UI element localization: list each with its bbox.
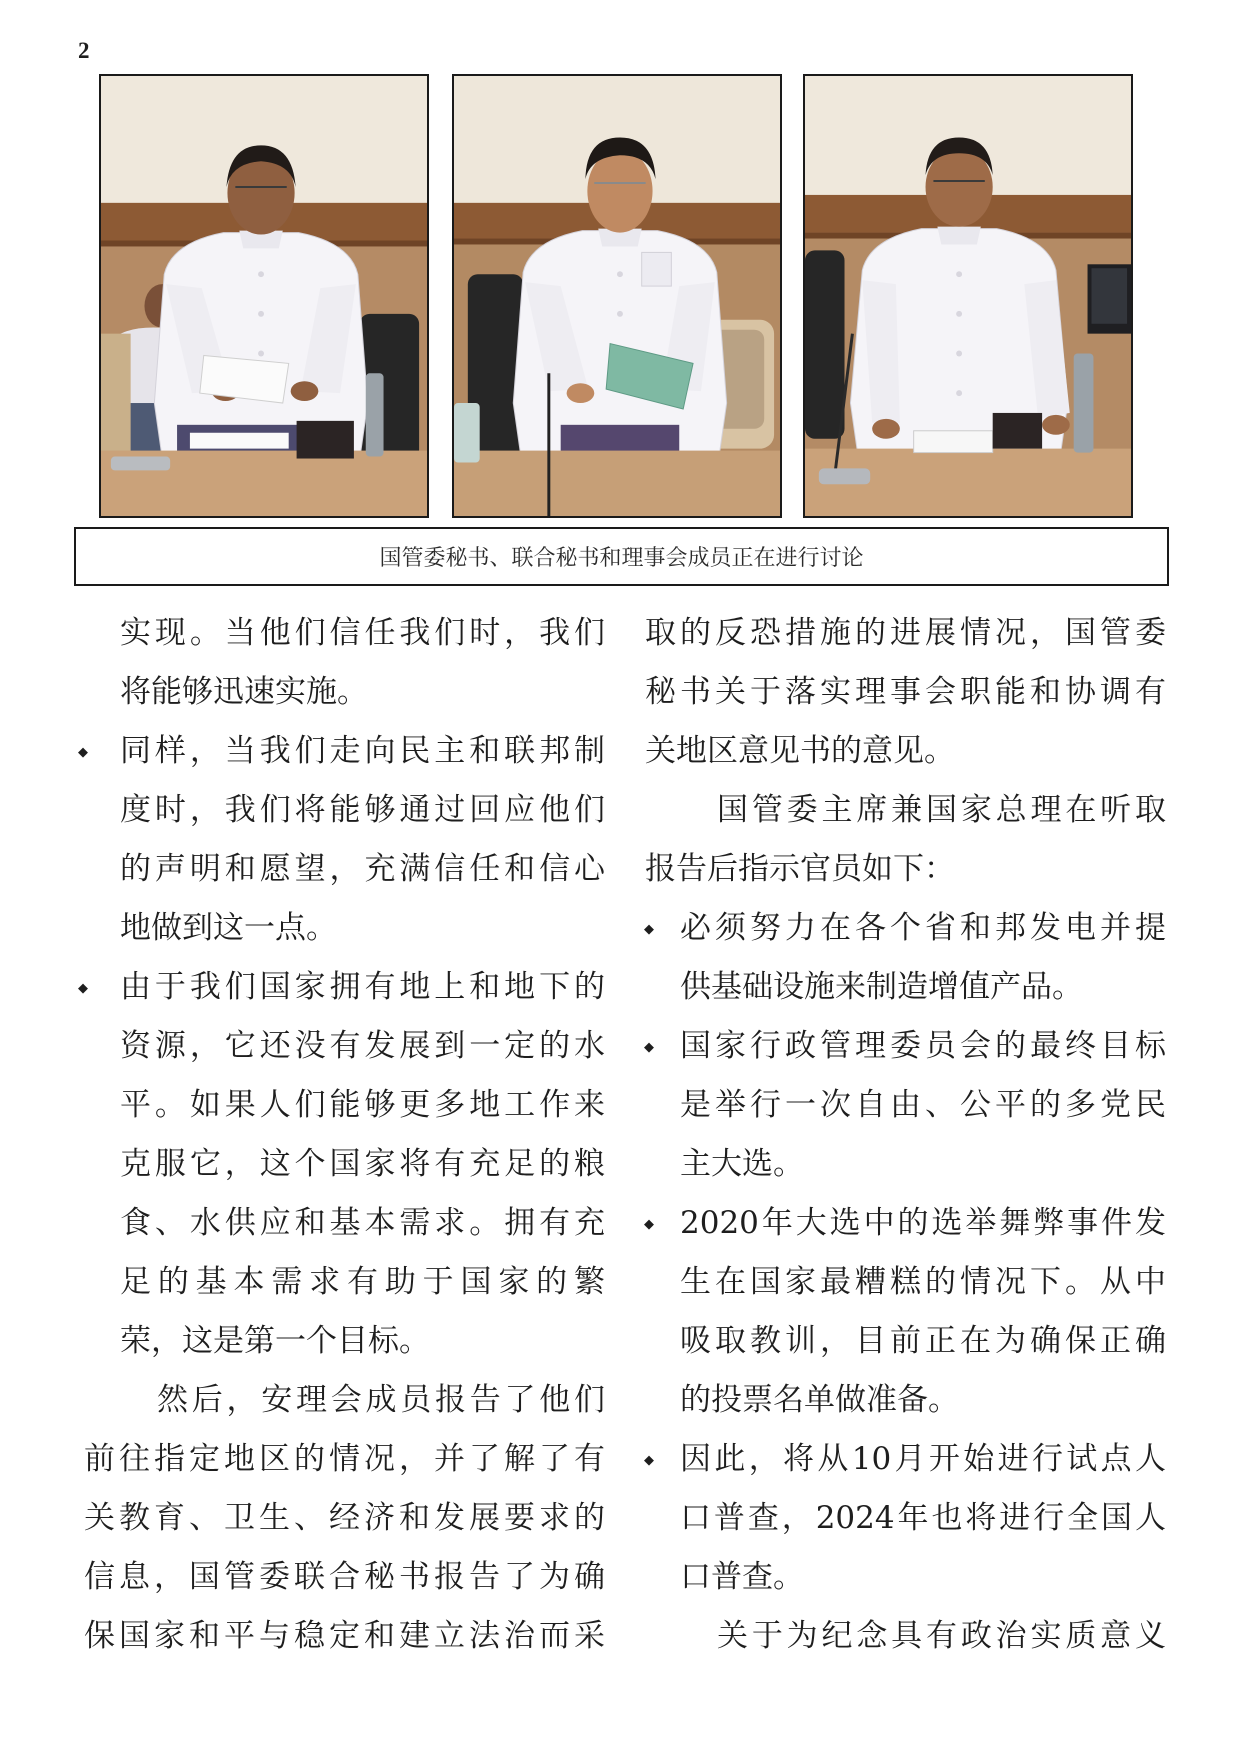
meeting-photo-joint-secretary	[452, 74, 782, 518]
paragraph	[645, 1607, 1166, 1666]
text-line: 关地区意见书的意见。	[645, 733, 955, 769]
text-line: 秘书关于落实理事会职能和协调有	[645, 674, 1166, 710]
text-line: 荣，这是第一个目标。	[120, 1323, 430, 1359]
photo-scene	[101, 76, 427, 516]
text-line: 主大选。	[680, 1146, 804, 1182]
text-line: 关于为纪念具有政治实质意义	[717, 1618, 1166, 1654]
bullet-item	[78, 958, 605, 1371]
photo-scene	[454, 76, 780, 516]
text-line: 将能够迅速实施。	[120, 674, 368, 710]
bullet-item	[78, 722, 605, 958]
meeting-photo-secretary	[99, 74, 429, 518]
diamond-bullet-icon: ◆	[644, 1217, 654, 1232]
text-line: 吸取教训，目前正在为确保正确	[680, 1323, 1166, 1359]
text-line: 国管委主席兼国家总理在听取	[717, 792, 1166, 828]
page-number: 2	[78, 38, 90, 63]
diamond-bullet-icon: ◆	[78, 745, 88, 760]
text-line: 足的基本需求有助于国家的繁	[120, 1264, 605, 1300]
text-line: 生在国家最糟糕的情况下。从中	[680, 1264, 1166, 1300]
text-line: 地做到这一点。	[120, 910, 337, 946]
text-line: 克服它，这个国家将有充足的粮	[120, 1146, 605, 1182]
diamond-bullet-icon: ◆	[644, 1040, 654, 1055]
paragraph	[645, 604, 1166, 781]
text-line: 口普查，2024年也将进行全国人	[680, 1500, 1166, 1536]
bullet-item	[645, 899, 1166, 1017]
text-line: 度时，我们将能够通过回应他们	[120, 792, 605, 828]
text-line: 因此，将从10月开始进行试点人	[680, 1441, 1166, 1477]
text-line: 的投票名单做准备。	[680, 1382, 959, 1418]
text-line: 供基础设施来制造增值产品。	[680, 969, 1083, 1005]
paragraph	[84, 1371, 605, 1666]
diamond-bullet-icon: ◆	[78, 981, 88, 996]
text-line: 保国家和平与稳定和建立法治而采	[84, 1618, 605, 1654]
caption-text: 国管委秘书、联合秘书和理事会成员正在进行讨论	[379, 546, 864, 571]
text-line: 资源，它还没有发展到一定的水	[120, 1028, 605, 1064]
text-column-right	[645, 604, 1166, 1666]
text-line: 信息，国管委联合秘书报告了为确	[84, 1559, 605, 1595]
text-column-left	[78, 604, 605, 1666]
photo-caption	[74, 527, 1169, 586]
text-line: 前往指定地区的情况，并了解了有	[84, 1441, 605, 1477]
diamond-bullet-icon: ◆	[644, 1453, 654, 1468]
text-line: 关教育、卫生、经济和发展要求的	[84, 1500, 605, 1536]
text-line: 实现。当他们信任我们时，我们	[120, 615, 605, 651]
text-line: 然后，安理会成员报告了他们	[157, 1382, 605, 1418]
text-line: 必须努力在各个省和邦发电并提	[680, 910, 1166, 946]
text-line: 报告后指示官员如下：	[645, 851, 955, 887]
bullet-item	[645, 1430, 1166, 1607]
diamond-bullet-icon: ◆	[644, 922, 654, 937]
photo-scene	[805, 76, 1131, 516]
text-line: 取的反恐措施的进展情况，国管委	[645, 615, 1166, 651]
paragraph	[645, 781, 1166, 899]
paragraph	[84, 604, 605, 722]
text-line: 由于我们国家拥有地上和地下的	[120, 969, 605, 1005]
meeting-photo-council-member	[803, 74, 1133, 518]
text-line: 同样，当我们走向民主和联邦制	[120, 733, 605, 769]
text-line: 平。如果人们能够更多地工作来	[120, 1087, 605, 1123]
text-line: 2020年大选中的选举舞弊事件发	[680, 1205, 1166, 1241]
text-line: 国家行政管理委员会的最终目标	[680, 1028, 1166, 1064]
bullet-item	[645, 1194, 1166, 1430]
text-line: 食、水供应和基本需求。拥有充	[120, 1205, 605, 1241]
bullet-item	[645, 1017, 1166, 1194]
text-line: 的声明和愿望，充满信任和信心	[120, 851, 605, 887]
text-line: 是举行一次自由、公平的多党民	[680, 1087, 1166, 1123]
text-line: 口普查。	[680, 1559, 804, 1595]
